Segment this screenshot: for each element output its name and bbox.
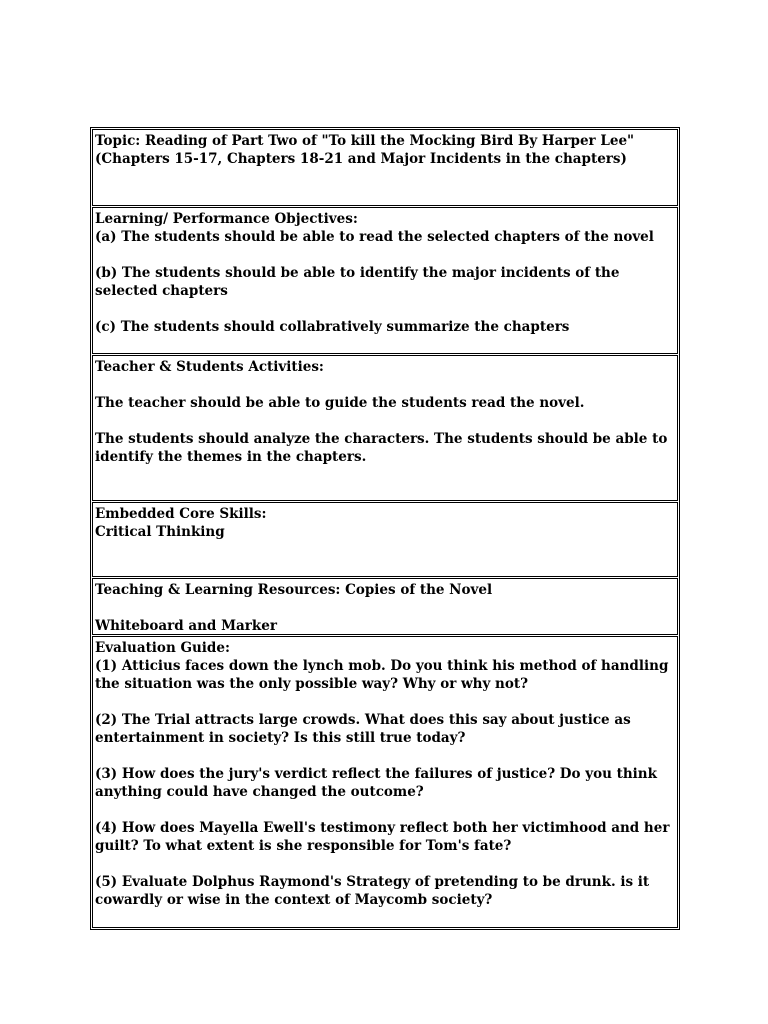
objective-b: (b) The students should be able to identify the major incidents of the selected chapters bbox=[95, 265, 620, 299]
spacer bbox=[95, 599, 676, 617]
objectives-heading: Learning/ Performance Objectives: bbox=[95, 211, 358, 227]
resources-cell bbox=[92, 578, 678, 635]
activities-heading: Teacher & Students Activities: bbox=[95, 359, 324, 375]
evaluation-question-2: (2) The Trial attracts large crowds. What does this say about justice as entertainment in society? Is this still true today? bbox=[95, 712, 631, 746]
evaluation-question-5: (5) Evaluate Dolphus Raymond's Strategy of pretending to be drunk. is it cowardly or wise in the context of Maycomb society? bbox=[95, 874, 650, 908]
evaluation-question-1: (1) Atticius faces down the lynch mob. Do you think his method of handling the situation was the only possible way? Why or why not? bbox=[95, 658, 669, 692]
spacer bbox=[95, 300, 676, 318]
objective-a: (a) The students should be able to read the selected chapters of the novel bbox=[95, 229, 654, 245]
students-activity: The students should analyze the characters. The students should be able to identify the themes in the chapters. bbox=[95, 431, 668, 465]
evaluation-question-3: (3) How does the jury's verdict reflect the failures of justice? Do you think anything could have changed the outcome? bbox=[95, 766, 657, 800]
skills-heading: Embedded Core Skills: bbox=[95, 506, 267, 522]
objectives-cell bbox=[92, 207, 678, 354]
spacer bbox=[95, 747, 676, 765]
spacer bbox=[95, 801, 676, 819]
resources-item: Whiteboard and Marker bbox=[95, 618, 277, 634]
topic-cell bbox=[92, 129, 678, 206]
spacer bbox=[95, 412, 676, 430]
teacher-activity: The teacher should be able to guide the students read the novel. bbox=[95, 395, 585, 411]
spacer bbox=[95, 855, 676, 873]
topic-text: Topic: Reading of Part Two of "To kill the Mocking Bird By Harper Lee" (Chapters 15-17, Chapters 18-21 and Major Incidents in the chapters) bbox=[95, 133, 635, 167]
evaluation-cell bbox=[92, 636, 678, 928]
spacer bbox=[95, 246, 676, 264]
evaluation-heading: Evaluation Guide: bbox=[95, 640, 230, 656]
skills-cell bbox=[92, 502, 678, 577]
spacer bbox=[95, 376, 676, 394]
skills-value: Critical Thinking bbox=[95, 524, 225, 540]
spacer bbox=[95, 693, 676, 711]
objective-c: (c) The students should collabratively summarize the chapters bbox=[95, 319, 570, 335]
lesson-plan-table bbox=[90, 127, 680, 930]
resources-heading: Teaching & Learning Resources: Copies of the Novel bbox=[95, 582, 493, 598]
activities-cell bbox=[92, 355, 678, 501]
evaluation-question-4: (4) How does Mayella Ewell's testimony reflect both her victimhood and her guilt? To what extent is she responsible for Tom's fate? bbox=[95, 820, 670, 854]
